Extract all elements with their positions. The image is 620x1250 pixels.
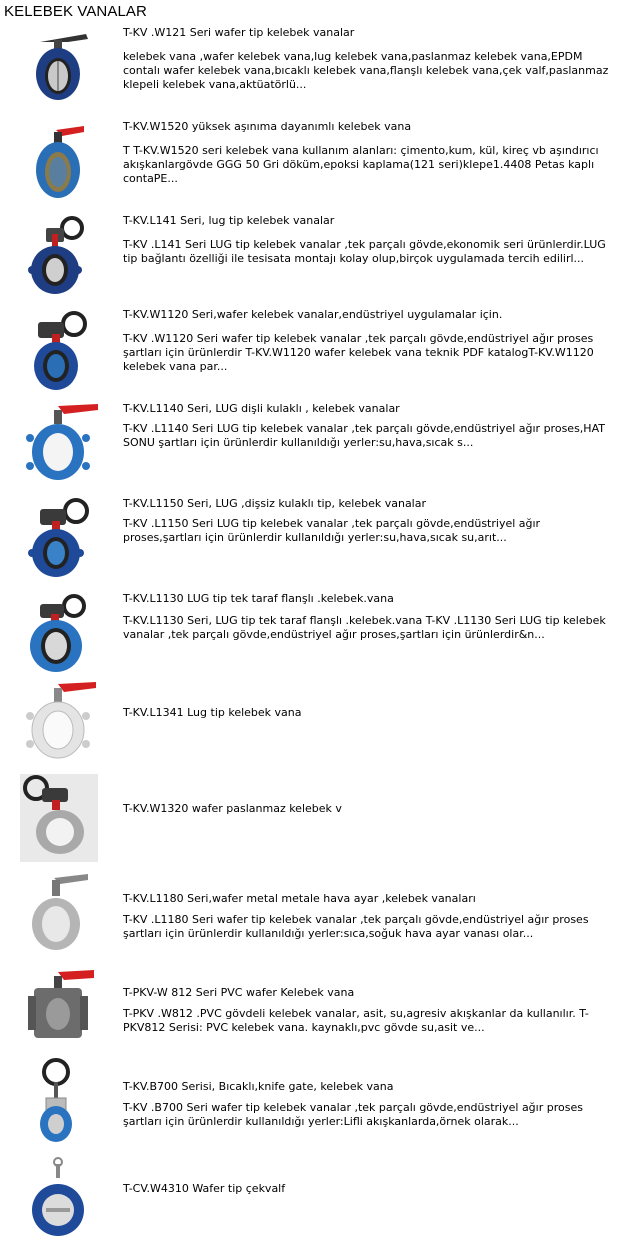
product-title-link[interactable]: T-KV.L141 Seri, lug tip kelebek vanalar bbox=[123, 214, 335, 227]
product-title-link[interactable]: T-KV.L1140 Seri, LUG dişli kulaklı , kelebek vanalar bbox=[123, 402, 400, 415]
product-description: T-PKV .W812 .PVC gövdeli kelebek vanalar, asit, su,agresiv akışkanlar da kullanılır. T-PKV812 Serisi: PVC kelebek vana. kaynaklı,pvc gövde su,asit ve... bbox=[123, 1007, 589, 1034]
page-title: KELEBEK VANALAR bbox=[4, 3, 147, 20]
product-title-link[interactable]: T-KV.B700 Serisi, Bıcaklı,knife gate, kelebek vana bbox=[123, 1080, 394, 1093]
product-description: T T-KV.W1520 seri kelebek vana kullanım alanları: çimento,kum, kül, kireç vb aşındırıcı akışkanlargövde GGG 50 Gri döküm,epoksi kaplama(121 seri)klepe1.4408 Petas kaplı contaPE... bbox=[123, 144, 599, 185]
wafer-butterfly-valve-lever-icon[interactable] bbox=[18, 26, 102, 110]
stainless-wafer-valve-icon[interactable] bbox=[20, 774, 98, 862]
product-title-link[interactable]: T-KV .W121 Seri wafer tip kelebek vanalar bbox=[123, 26, 355, 39]
unthreaded-lug-butterfly-valve-icon[interactable] bbox=[18, 497, 102, 581]
product-title-link[interactable]: T-KV.L1180 Seri,wafer metal metale hava ayar ,kelebek vanaları bbox=[123, 892, 476, 905]
product-description: T-KV.L1130 Seri, LUG tip tek taraf flanşlı .kelebek.vana T-KV .L1130 Seri LUG tip kelebek vanalar ,tek parçalı gövde,endüstriyel ağır proses,şartları için ürünlerdir&n... bbox=[123, 614, 606, 641]
lug-butterfly-valve-white-icon[interactable] bbox=[18, 680, 102, 764]
product-title-link[interactable]: T-KV.W1320 wafer paslanmaz kelebek v bbox=[123, 802, 342, 815]
product-description: T-KV .W1120 Seri wafer tip kelebek vanalar ,tek parçalı gövde,endüstriyel ağır proses şartları için ürünlerdir T-KV.W1120 wafer kelebek vana teknik PDF katalogT-KV.W1120 kelebek vana par... bbox=[123, 332, 594, 373]
product-description: T-KV .L1150 Seri LUG tip kelebek vanalar ,tek parçalı gövde,endüstriyel ağır proses,şartları için ürünlerdir kullanıldığı yerler:su,hava,sıcak su,arıt... bbox=[123, 517, 541, 544]
product-title-link[interactable]: T-PKV-W 812 Seri PVC wafer Kelebek vana bbox=[123, 986, 355, 999]
product-title-link[interactable]: T-KV.W1120 Seri,wafer kelebek vanalar,endüstriyel uygulamalar için. bbox=[123, 308, 503, 321]
product-description: kelebek vana ,wafer kelebek vana,lug kelebek vana,paslanmaz kelebek vana,EPDM contalı wafer kelebek vana,bıcaklı kelebek vana,flanşlı kelebek vana,çek valf,paslanmaz klepeli kelebek vana,aktüatörlü... bbox=[123, 50, 609, 91]
product-description: T-KV .L1180 Seri wafer tip kelebek vanalar ,tek parçalı gövde,endüstriyel ağır proses şartları için ürünlerdir kullanıldığı yerler:sıca,soğuk hava ayar vanası olar... bbox=[123, 913, 589, 940]
single-flange-lug-valve-icon[interactable] bbox=[18, 592, 102, 676]
high-wear-butterfly-valve-icon[interactable] bbox=[18, 120, 102, 204]
wafer-butterfly-valve-gearbox-icon[interactable] bbox=[18, 308, 102, 392]
product-title-link[interactable]: T-KV.W1520 yüksek aşınıma dayanımlı kelebek vana bbox=[123, 120, 412, 133]
product-description: T-KV .L1140 Seri LUG tip kelebek vanalar ,tek parçalı gövde,endüstriyel ağır proses,HAT SONU şartları için ürünlerdir kullanıldığı yerler:su,hava,sıcak s... bbox=[123, 422, 605, 449]
product-description: T-KV .L141 Seri LUG tip kelebek vanalar ,tek parçalı gövde,ekonomik seri ürünlerdir.LUG tip bağlantı özelliği ile tesisata montajı kolay olup,birçok uygulamada tercih edilirl... bbox=[123, 238, 606, 265]
product-title-link[interactable]: T-KV.L1150 Seri, LUG ,dişsiz kulaklı tip, kelebek vanalar bbox=[123, 497, 427, 510]
metal-seated-wafer-valve-icon[interactable] bbox=[18, 870, 102, 954]
wafer-check-valve-icon[interactable] bbox=[18, 1154, 102, 1238]
product-description: T-KV .B700 Seri wafer tip kelebek vanalar ,tek parçalı gövde,endüstriyel ağır proses şartları için ürünlerdir kullanıldığı yerler:Lifli akışkanlarda,örnek olarak... bbox=[123, 1101, 583, 1128]
threaded-lug-butterfly-valve-icon[interactable] bbox=[18, 402, 102, 486]
product-title-link[interactable]: T-KV.L1341 Lug tip kelebek vana bbox=[123, 706, 302, 719]
knife-gate-valve-icon[interactable] bbox=[18, 1058, 102, 1142]
pvc-butterfly-valve-icon[interactable] bbox=[18, 964, 102, 1048]
product-title-link[interactable]: T-CV.W4310 Wafer tip çekvalf bbox=[123, 1182, 286, 1195]
product-title-link[interactable]: T-KV.L1130 LUG tip tek taraf flanşlı .kelebek.vana bbox=[123, 592, 394, 605]
lug-butterfly-valve-handwheel-icon[interactable] bbox=[18, 214, 102, 298]
